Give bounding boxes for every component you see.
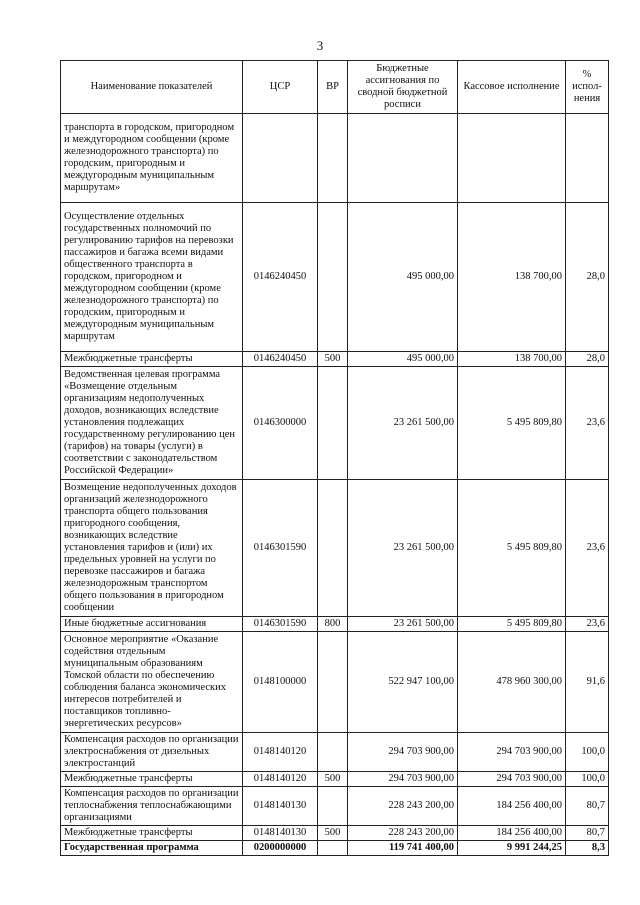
cell-executed: 478 960 300,00 — [458, 632, 566, 733]
cell-vr — [318, 841, 348, 856]
cell-csr: 0148140130 — [243, 787, 318, 826]
cell-vr — [318, 114, 348, 203]
cell-percent: 28,0 — [566, 352, 609, 367]
cell-vr: 500 — [318, 826, 348, 841]
cell-csr: 0148140120 — [243, 772, 318, 787]
table-total-row — [61, 841, 609, 856]
page-number: 3 — [316, 38, 324, 53]
cell-assigned: 228 243 200,00 — [348, 787, 458, 826]
cell-assigned: 294 703 900,00 — [348, 772, 458, 787]
cell-percent: 100,0 — [566, 772, 609, 787]
cell-assigned: 23 261 500,00 — [348, 367, 458, 480]
cell-assigned: 294 703 900,00 — [348, 733, 458, 772]
cell-name: Основное мероприятие «Оказание содействия отдельным муниципальным образованиям Томской области по обеспечению соблюдения баланса экономических интересов потребителей и поставщиков топливно-энергетических ресурсов» — [61, 632, 243, 733]
cell-vr — [318, 203, 348, 352]
header-name: Наименование показателей — [61, 61, 243, 114]
table-body — [61, 114, 609, 856]
table-row — [61, 787, 609, 826]
cell-percent: 8,3 — [566, 841, 609, 856]
cell-name: транспорта в городском, пригородном и междугородном сообщении (кроме железнодорожного транспорта) по городским, пригородным и междугородным муниципальным маршрутам» — [61, 114, 243, 203]
cell-csr: 0146301590 — [243, 480, 318, 617]
table-row — [61, 114, 609, 203]
cell-percent: 80,7 — [566, 787, 609, 826]
cell-executed: 294 703 900,00 — [458, 772, 566, 787]
table-row — [61, 352, 609, 367]
cell-csr: 0148100000 — [243, 632, 318, 733]
cell-executed: 294 703 900,00 — [458, 733, 566, 772]
cell-csr: 0148140130 — [243, 826, 318, 841]
cell-name: Межбюджетные трансферты — [61, 772, 243, 787]
cell-name: Ведомственная целевая программа «Возмещение отдельным организациям недополученных доходов, возникающих вследствие установления подлежащих государственному регулированию цен (тарифов) на товары (услуги) в соответствии с законодательством Российской Федерации» — [61, 367, 243, 480]
cell-csr: 0146240450 — [243, 352, 318, 367]
cell-percent: 23,6 — [566, 367, 609, 480]
cell-vr: 800 — [318, 617, 348, 632]
cell-name: Компенсация расходов по организации электроснабжения от дизельных электростанций — [61, 733, 243, 772]
table-header-row — [61, 61, 609, 114]
cell-executed: 138 700,00 — [458, 352, 566, 367]
header-csr: ЦСР — [243, 61, 318, 114]
cell-vr — [318, 632, 348, 733]
cell-percent: 100,0 — [566, 733, 609, 772]
cell-name: Межбюджетные трансферты — [61, 352, 243, 367]
header-assigned: Бюджетные ассигнования по сводной бюджетной росписи — [348, 61, 458, 114]
cell-name: Осуществление отдельных государственных полномочий по регулированию тарифов на перевозки пассажиров и багажа всеми видами общественного транспорта в городском, пригородном и междугородном сообщении (кроме железнодорожного транспорта) по городским, пригородным и междугородным муниципальным маршрутам — [61, 203, 243, 352]
cell-name: Возмещение недополученных доходов организаций железнодорожного транспорта общего пользования пригородного сообщения, возникающих вследствие установления тарифов и (или) их предельных уровней на услуги по перевозке пассажиров и багажа железнодорожным транспортом общего пользования в пригородном сообщении — [61, 480, 243, 617]
cell-assigned: 23 261 500,00 — [348, 480, 458, 617]
cell-assigned — [348, 114, 458, 203]
cell-name: Межбюджетные трансферты — [61, 826, 243, 841]
header-percent: % испол-нения — [566, 61, 609, 114]
cell-csr: 0146301590 — [243, 617, 318, 632]
cell-executed: 9 991 244,25 — [458, 841, 566, 856]
cell-executed: 184 256 400,00 — [458, 787, 566, 826]
cell-vr — [318, 733, 348, 772]
cell-assigned: 495 000,00 — [348, 203, 458, 352]
budget-table — [60, 60, 609, 856]
cell-percent — [566, 114, 609, 203]
cell-percent: 23,6 — [566, 617, 609, 632]
cell-assigned: 119 741 400,00 — [348, 841, 458, 856]
table-row — [61, 733, 609, 772]
cell-executed: 5 495 809,80 — [458, 367, 566, 480]
table-row — [61, 617, 609, 632]
cell-assigned: 522 947 100,00 — [348, 632, 458, 733]
cell-vr — [318, 480, 348, 617]
cell-executed: 5 495 809,80 — [458, 480, 566, 617]
cell-percent: 23,6 — [566, 480, 609, 617]
header-vr: ВР — [318, 61, 348, 114]
table-row — [61, 826, 609, 841]
cell-assigned: 23 261 500,00 — [348, 617, 458, 632]
table-row — [61, 203, 609, 352]
cell-percent: 28,0 — [566, 203, 609, 352]
cell-executed: 5 495 809,80 — [458, 617, 566, 632]
table-row — [61, 632, 609, 733]
cell-vr — [318, 367, 348, 480]
cell-csr: 0146240450 — [243, 203, 318, 352]
cell-vr: 500 — [318, 352, 348, 367]
cell-name: Компенсация расходов по организации теплоснабжения теплоснабжающими организациями — [61, 787, 243, 826]
table-row — [61, 367, 609, 480]
cell-percent: 80,7 — [566, 826, 609, 841]
cell-csr: 0146300000 — [243, 367, 318, 480]
cell-assigned: 228 243 200,00 — [348, 826, 458, 841]
cell-executed — [458, 114, 566, 203]
table-row — [61, 480, 609, 617]
cell-assigned: 495 000,00 — [348, 352, 458, 367]
cell-name: Государственная программа — [61, 841, 243, 856]
cell-executed: 184 256 400,00 — [458, 826, 566, 841]
cell-vr — [318, 787, 348, 826]
cell-percent: 91,6 — [566, 632, 609, 733]
cell-vr: 500 — [318, 772, 348, 787]
table-row — [61, 772, 609, 787]
cell-csr: 0200000000 — [243, 841, 318, 856]
cell-name: Иные бюджетные ассигнования — [61, 617, 243, 632]
cell-executed: 138 700,00 — [458, 203, 566, 352]
header-executed: Кассовое исполнение — [458, 61, 566, 114]
cell-csr — [243, 114, 318, 203]
cell-csr: 0148140120 — [243, 733, 318, 772]
